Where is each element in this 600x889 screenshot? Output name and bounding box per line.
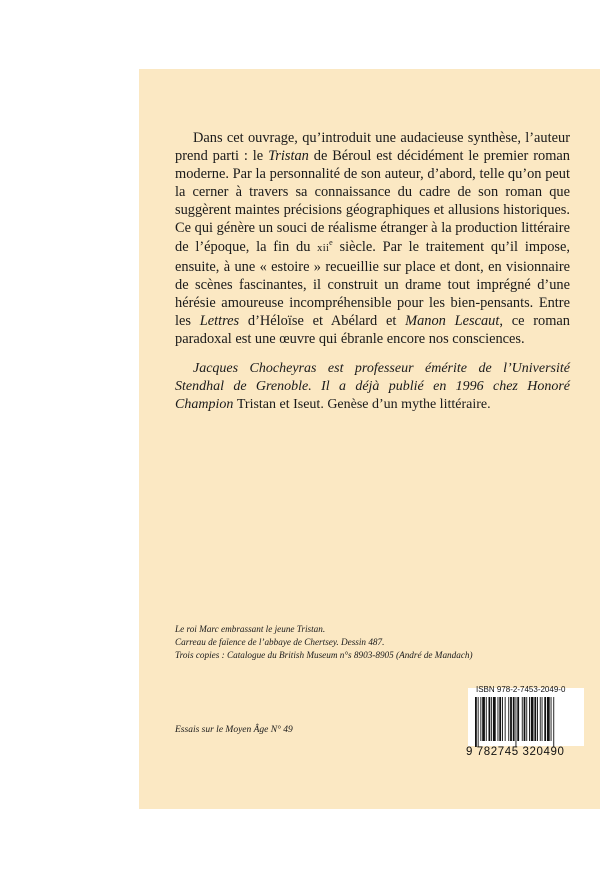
- illustration-caption: [175, 623, 475, 663]
- barcode-bar: [526, 697, 527, 741]
- barcode-bar: [508, 697, 509, 741]
- author-previous-book: Tristan et Iseut. Genèse d’un mythe littéraire.: [236, 397, 491, 413]
- barcode-bar: [502, 697, 503, 741]
- barcode-bar: [510, 697, 512, 741]
- barcode-bar: [480, 697, 481, 741]
- barcode-bar: [486, 697, 487, 741]
- barcode-bar: [475, 697, 477, 747]
- barcode-bar: [542, 697, 543, 741]
- barcode-bar: [491, 697, 492, 741]
- barcode-bar: [551, 697, 552, 741]
- barcode-bar: [529, 697, 530, 741]
- series-title: Essais sur le Moyen Âge N° 49: [175, 725, 293, 735]
- barcode-bar: [524, 697, 526, 741]
- barcode-bar: [534, 697, 536, 741]
- summary-text-5: , ce roman paradoxal est une œuvre qui ébranle encore nos consciences.: [175, 312, 570, 348]
- summary-text-2: de Béroul est décidément le premier roman moderne. Par la personnalité de son auteur, d’abord, telle qu’on peut la cerner à travers sa connaissance du cadre de son roman que suggèrent maintes précisions géographiques et allusions historiques. Ce qui génère un souci de réalisme étranger à la production littéraire de l’époque, la fin du: [175, 148, 570, 255]
- barcode-bar: [517, 697, 519, 741]
- caption-line-3: Trois copies : Catalogue du British Museum n°s 8903-8905 (André de Mandach): [175, 650, 473, 661]
- summary-text-3: siècle. Par le traitement qu’il impose, ensuite, à une « estoire » recueillie sur place et dont, en visionnaire de scènes fascinantes, il construit un drame tout imprégné d’une hérésie amoureuse incompréhensible pour les bien-pensants. Entre les: [175, 238, 570, 329]
- summary-lettres-title: Lettres: [199, 312, 240, 329]
- caption-line-2: Carreau de faïence de l’abbaye de Chertsey. Dessin 487.: [175, 637, 385, 648]
- summary-text-1: Dans cet ouvrage, qu’introduit une audacieuse synthèse, l’auteur prend parti : le: [175, 130, 570, 165]
- century-numeral: xii: [317, 242, 330, 254]
- caption-line-1: Le roi Marc embrassant le jeune Tristan.: [175, 624, 326, 634]
- barcode-bar: [489, 697, 491, 741]
- author-bio-text: Jacques Chocheyras est professeur émérite de l’Université Stendhal de Grenoble. Il a déjà publié en 1996 chez Honoré Champion: [175, 361, 570, 413]
- isbn-label: ISBN 978-2-7453-2049-0: [476, 685, 566, 694]
- summary-paragraph: [175, 129, 570, 348]
- barcode-bar: [513, 697, 515, 741]
- barcode-bar: [544, 697, 546, 741]
- barcode-bar: [493, 697, 496, 741]
- barcode-bar: [522, 697, 523, 741]
- barcode-bar: [482, 697, 485, 741]
- century-superscript: e: [329, 237, 333, 247]
- ean-number: 9 782745 320490: [466, 746, 565, 758]
- barcode-bar: [499, 697, 501, 741]
- barcode-bar: [547, 697, 550, 741]
- summary-manon-title: Manon Lescaut: [405, 312, 500, 329]
- author-bio: [175, 360, 570, 415]
- barcode-bar: [553, 697, 554, 747]
- barcode-bar: [498, 697, 499, 741]
- barcode-bar: [540, 697, 541, 741]
- summary-tristan-title: Tristan: [268, 148, 309, 165]
- summary-text-4: d’Héloïse et Abélard et: [239, 312, 406, 329]
- barcode-bar: [478, 697, 479, 747]
- barcode-bar: [516, 697, 517, 747]
- barcode-icon: [475, 697, 583, 747]
- barcode-bar: [505, 697, 506, 741]
- barcode-bar: [531, 697, 534, 741]
- barcode-bar: [537, 697, 538, 741]
